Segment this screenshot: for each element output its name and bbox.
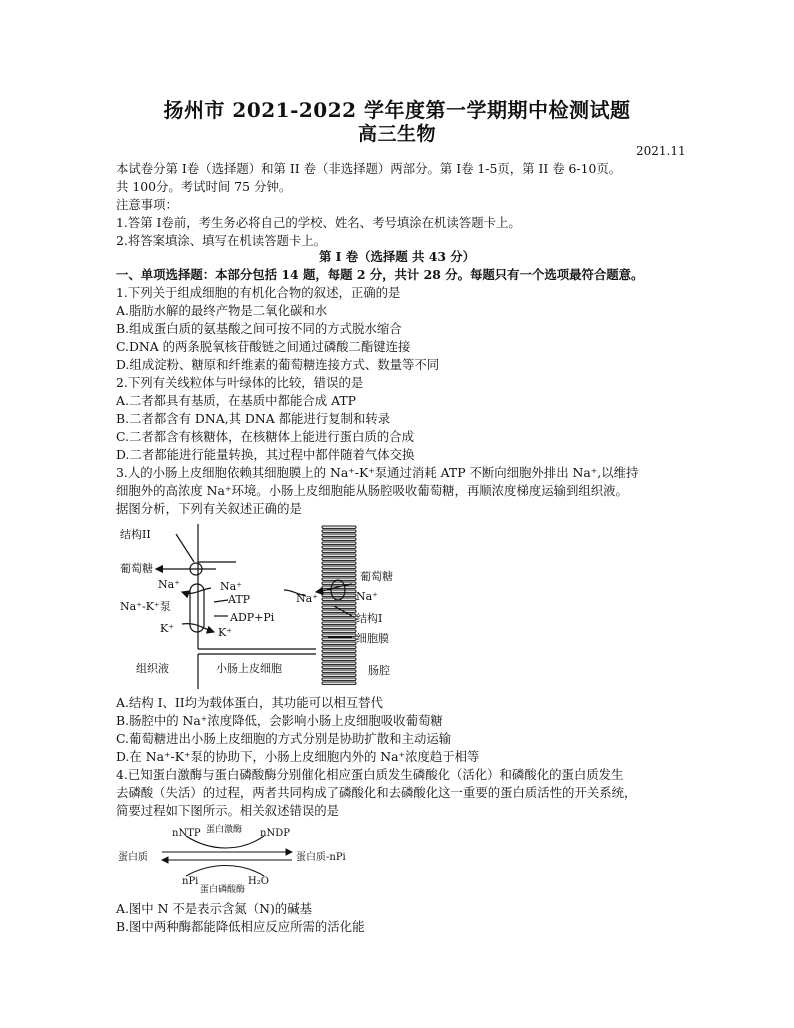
question-option: B.组成蛋白质的氨基酸之间可按不同的方式脱水缩合: [116, 321, 402, 336]
label-na: Na⁺: [220, 580, 242, 593]
label-tissue-fluid: 组织液: [136, 662, 169, 675]
microvillus-stripe: [322, 626, 356, 628]
question-stem: 去磷酸（失活）的过程，两者共同构成了磷酸化和去磷酸化这一重要的蛋白质活性的开关系统，: [116, 785, 637, 800]
microvillus-stripe: [322, 606, 356, 608]
question-option: C.葡萄糖进出小肠上皮细胞的方式分别是协助扩散和主动运输: [116, 731, 452, 746]
microvillus-stripe: [322, 658, 356, 660]
label-k: K⁺: [160, 622, 175, 635]
exam-date: 2021.11: [636, 144, 686, 158]
label-glucose-left: 葡萄糖: [120, 562, 153, 575]
microvillus-stripe: [322, 666, 356, 668]
exam-subject: 高三生物: [357, 123, 436, 145]
microvillus-stripe: [322, 678, 356, 680]
label-lumen: 肠腔: [368, 664, 390, 677]
label-pump: Na⁺-K⁺泵: [120, 600, 171, 613]
microvillus-stripe: [322, 654, 356, 656]
microvillus-stripe: [322, 530, 356, 532]
microvillus-stripe: [322, 650, 356, 652]
microvilli: [322, 526, 356, 684]
question-option: D.组成淀粉、糖原和纤维素的葡萄糖连接方式、数量等不同: [116, 357, 440, 372]
label-atp: ATP: [228, 593, 251, 606]
notice-item: 1.答第 I卷前，考生务必将自己的学校、姓名、考号填涂在机读答题卡上。: [116, 215, 521, 230]
question-option: B.肠腔中的 Na⁺浓度降低，会影响小肠上皮细胞吸收葡萄糖: [116, 713, 443, 728]
microvillus-stripe: [322, 550, 356, 552]
label-glucose-right: 葡萄糖: [360, 570, 393, 583]
microvillus-stripe: [322, 534, 356, 536]
question-option: A.图中 N 不是表示含氮（N)的碱基: [116, 901, 312, 916]
notice-heading: 注意事项：: [116, 197, 178, 212]
label-na: Na⁺: [158, 578, 180, 591]
microvillus-stripe: [322, 566, 356, 568]
label-npi: nPi: [182, 876, 199, 887]
part-title: 一、单项选择题：本部分包括 14 题，每题 2 分，共计 28 分。每题只有一个选项最符合题意。: [116, 267, 644, 282]
microvillus-stripe: [322, 558, 356, 560]
label-h2o: H₂O: [248, 876, 269, 887]
microvillus-stripe: [322, 670, 356, 672]
microvillus-stripe: [322, 538, 356, 540]
microvillus-stripe: [322, 638, 356, 640]
label-structure-ii: 结构II: [120, 528, 151, 541]
phosphorylation-figure: [116, 822, 366, 894]
microvillus-stripe: [322, 662, 356, 664]
label-nntp: nNTP: [172, 828, 201, 839]
question-option: A.结构 I、II均为载体蛋白，其功能可以相互替代: [116, 695, 383, 710]
intro-line: 共 100分。考试时间 75 分钟。: [116, 179, 292, 194]
intro-line: 本试卷分第 I卷（选择题）和第 II 卷（非选择题）两部分。第 I卷 1-5页，第 II 卷 6-10页。: [116, 161, 622, 176]
label-na: Na⁺: [296, 592, 318, 605]
question-stem: 3.人的小肠上皮细胞依赖其细胞膜上的 Na⁺-K⁺泵通过消耗 ATP 不断向细胞外排出 Na⁺,以维持: [116, 465, 639, 480]
label-structure-i: 结构I: [356, 612, 383, 625]
microvillus-stripe: [322, 602, 356, 604]
label-phosphatase: 蛋白磷酸酶: [200, 885, 246, 894]
microvillus-stripe: [322, 546, 356, 548]
label-protein: 蛋白质: [118, 852, 148, 863]
transport-figure: [116, 524, 446, 694]
microvillus-stripe: [322, 618, 356, 620]
question-option: B.图中两种酶都能降低相应反应所需的活化能: [116, 919, 365, 934]
microvillus-stripe: [322, 630, 356, 632]
microvillus-stripe: [322, 594, 356, 596]
question-stem: 2.下列有关线粒体与叶绿体的比较，错误的是: [116, 375, 364, 390]
exam-title: 扬州市 2021-2022 学年度第一学期期中检测试题: [163, 98, 631, 122]
question-stem: 4.已知蛋白激酶与蛋白磷酸酶分别催化相应蛋白质发生磷酸化（活化）和磷酸化的蛋白质发生: [116, 767, 624, 782]
label-cell: 小肠上皮细胞: [216, 662, 282, 675]
question-option: D.二者都能进行能量转换，其过程中都伴随着气体交换: [116, 447, 415, 462]
microvillus-stripe: [322, 526, 356, 528]
microvillus-stripe: [322, 642, 356, 644]
question-stem: 据图分析，下列有关叙述正确的是: [116, 501, 302, 516]
microvillus-stripe: [322, 610, 356, 612]
question-stem: 1.下列关于组成细胞的有机化合物的叙述，正确的是: [116, 285, 401, 300]
label-protein-npi: 蛋白质-nPi: [296, 852, 346, 863]
microvillus-stripe: [322, 574, 356, 576]
microvillus-stripe: [322, 570, 356, 572]
label-na: Na⁺: [356, 590, 378, 603]
question-stem: 简要过程如下图所示。相关叙述错误的是: [116, 803, 340, 818]
label-adp: ADP+Pi: [230, 611, 275, 624]
label-k: K⁺: [218, 626, 233, 639]
question-option: A.脂肪水解的最终产物是二氧化碳和水: [116, 303, 328, 318]
microvillus-stripe: [322, 634, 356, 636]
microvillus-stripe: [322, 622, 356, 624]
question-option: A.二者都具有基质，在基质中都能合成 ATP: [116, 393, 356, 408]
question-option: B.二者都含有 DNA,其 DNA 都能进行复制和转录: [116, 411, 391, 426]
microvillus-stripe: [322, 554, 356, 556]
section-title: 第 I 卷（选择题 共 43 分）: [318, 249, 476, 264]
notice-item: 2.将答案填涂、填写在机读答题卡上。: [116, 233, 327, 248]
question-option: C.二者都含有核糖体，在核糖体上能进行蛋白质的合成: [116, 429, 414, 444]
question-option: D.在 Na⁺-K⁺泵的协助下，小肠上皮细胞内外的 Na⁺浓度趋于相等: [116, 749, 480, 764]
label-nndp: nNDP: [260, 828, 290, 839]
microvillus-stripe: [322, 646, 356, 648]
microvillus-stripe: [322, 542, 356, 544]
label-kinase: 蛋白激酶: [206, 825, 243, 835]
question-stem: 细胞外的高浓度 Na⁺环境。小肠上皮细胞能从肠腔吸收葡萄糖，再顺浓度梯度运输到组织液。: [116, 483, 628, 498]
label-membrane: 细胞膜: [356, 632, 389, 645]
question-option: C.DNA 的两条脱氧核苷酸链之间通过磷酸二酯键连接: [116, 339, 411, 354]
microvillus-stripe: [322, 674, 356, 676]
microvillus-stripe: [322, 562, 356, 564]
microvillus-stripe: [322, 682, 356, 684]
